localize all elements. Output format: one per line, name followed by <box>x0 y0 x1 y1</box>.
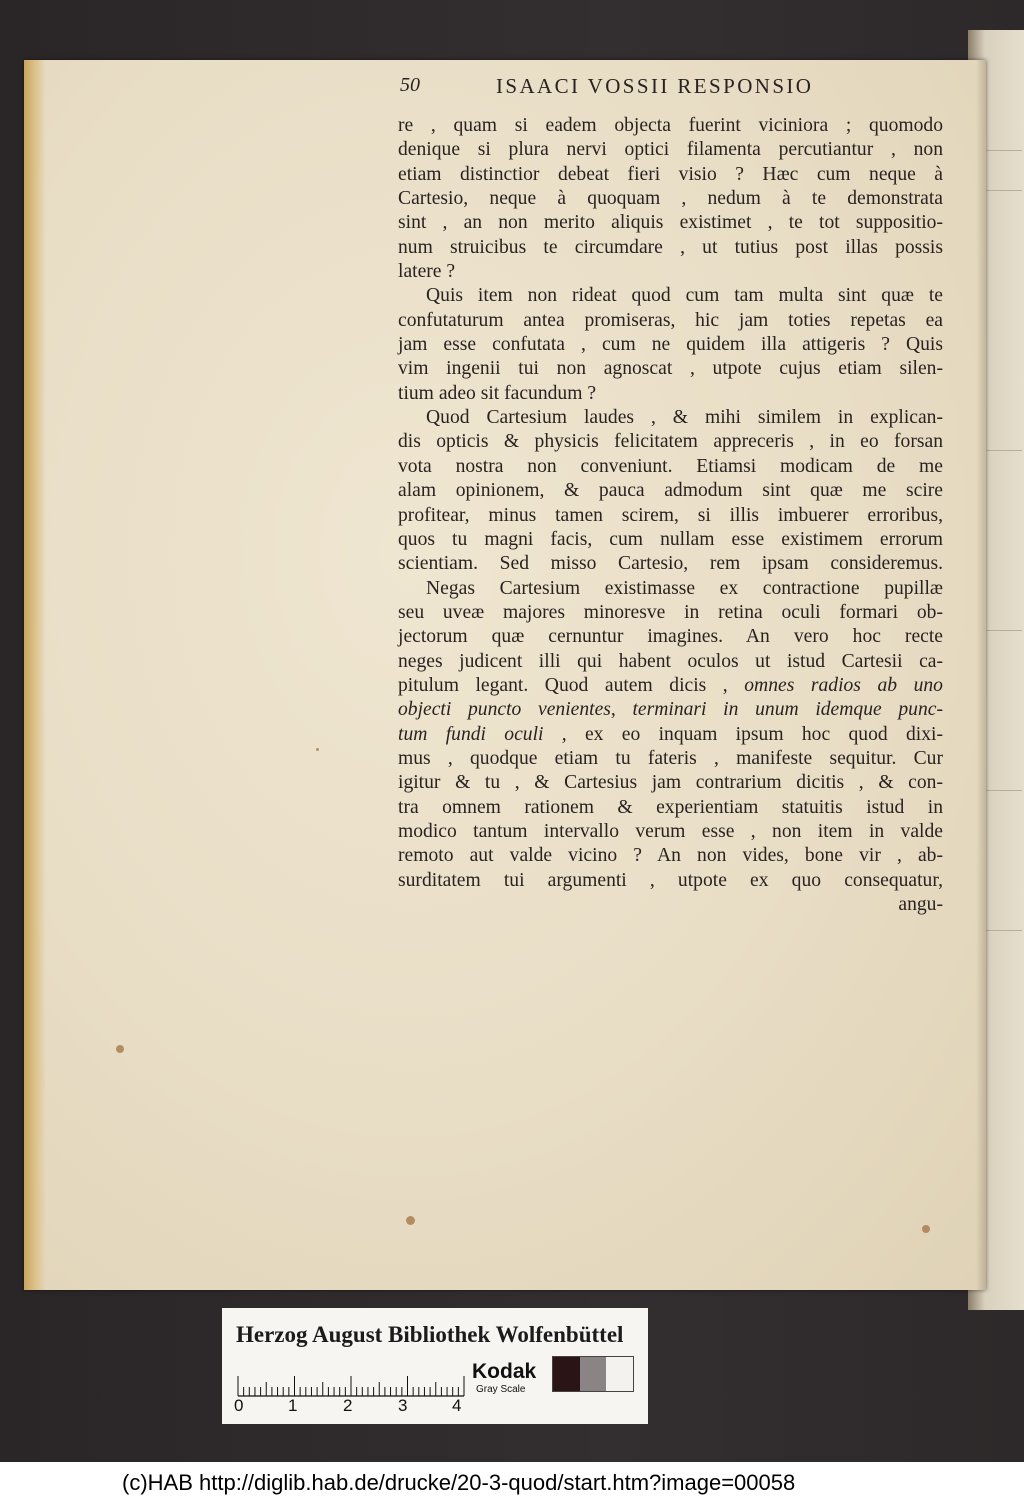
text-line: confutaturum antea promiseras, hic jam toties repetas ea <box>398 309 943 331</box>
ruler-number: 4 <box>452 1396 462 1415</box>
library-name: Herzog August Bibliothek Wolfenbüttel <box>236 1322 624 1347</box>
text-line: quos tu magni facis, cum nullam esse existimem errorum <box>398 528 943 550</box>
ruler-number: 3 <box>398 1396 408 1415</box>
text-line: tium adeo sit facundum ? <box>398 382 597 404</box>
text-line: Quis item non rideat quod cum tam multa sint quæ te <box>426 285 943 307</box>
text-line: denique si plura nervi optici filamenta percutiantur , non <box>398 139 943 161</box>
text-line: scientiam. Sed misso Cartesio, rem ipsam consideremus. <box>398 553 943 575</box>
swatch-mid <box>580 1357 607 1391</box>
text-line: igitur & tu , & Cartesius jam contrarium dicitis , & con- <box>398 772 943 794</box>
catchword: angu- <box>898 894 943 915</box>
text-line: num struicibus te circumdare , ut tutius post illas possis <box>398 236 943 258</box>
text-line: Cartesio, neque à quoquam , nedum à te demonstrata <box>398 188 943 210</box>
ruler-number: 2 <box>343 1396 353 1415</box>
text-line: latere ? <box>398 261 456 283</box>
library-color-card <box>222 1308 648 1424</box>
body-text <box>398 114 943 917</box>
swatch-dark <box>553 1357 580 1391</box>
text-line: neges judicent illi qui habent oculos ut istud Cartesii ca- <box>398 650 943 672</box>
gray-scale-caption: Gray Scale <box>476 1384 526 1395</box>
text-line: re , quam si eadem objecta fuerint viciniora ; quomodo <box>398 115 943 136</box>
text-line: modico tantum intervallo verum esse , non item in valde <box>398 820 943 842</box>
text-line: sint , an non merito aliquis existimet , te tot suppositio- <box>398 212 943 234</box>
running-head-title: ISAACI VOSSII RESPONSIO <box>496 74 814 98</box>
page-number: 50 <box>400 74 420 96</box>
text-line: jectorum quæ cernuntur imagines. An vero hoc recte <box>398 626 943 648</box>
italic-quote: tum fundi oculi , <box>398 723 567 745</box>
text-line: seu uveæ majores minoresve in retina oculi formari ob- <box>398 601 943 623</box>
foxing-spot <box>316 748 319 751</box>
text-line: Quod Cartesium laudes , & mihi similem in explican- <box>426 407 943 429</box>
text-line <box>398 723 943 747</box>
text-line: mus , quodque etiam tu fateris , manifeste sequitur. Cur <box>398 747 943 769</box>
text-line: jam esse confutata , cum ne quidem illa attigeris ? Quis <box>398 334 943 356</box>
text-line: profitear, minus tamen scirem, si illis imbuerer erroribus, <box>398 504 943 526</box>
foxing-spot <box>922 1225 930 1233</box>
text-line: vota nostra non conveniunt. Etiamsi modicam de me <box>398 455 943 477</box>
text-segment: pitulum legant. Quod autem dicis , <box>398 674 728 696</box>
text-line: vim ingenii tui non agnoscat , utpote cujus etiam silen- <box>398 358 943 380</box>
italic-quote: omnes radios ab uno <box>744 674 943 696</box>
credit-line: (c)HAB http://diglib.hab.de/drucke/20-3-quod/start.htm?image=00058 <box>122 1470 796 1495</box>
foxing-spot <box>406 1216 415 1225</box>
text-line <box>398 674 943 698</box>
text-segment: ex eo inquam ipsum hoc quod dixi- <box>584 723 943 745</box>
foxing-spot <box>116 1045 124 1053</box>
text-line: objecti puncto venientes, terminari in unum idemque punc- <box>398 699 943 721</box>
kodak-brand: Kodak <box>472 1360 537 1383</box>
text-line: Negas Cartesium existimasse ex contractione pupillæ <box>426 577 943 599</box>
text-line: dis opticis & physicis felicitatem appreceris , in eo forsan <box>398 431 943 453</box>
running-head <box>400 74 940 104</box>
text-line: alam opinionem, & pauca admodum sint quæ me scire <box>398 480 943 502</box>
text-line: etiam distinctior debeat fieri visio ? Hæc cum neque à <box>398 163 943 185</box>
text-line: tra omnem rationem & experientiam statuitis istud in <box>398 796 943 818</box>
ruler-number: 0 <box>234 1396 244 1415</box>
text-line: remoto aut valde vicino ? An non vides, bone vir , ab- <box>398 845 943 867</box>
text-line: surditatem tui argumenti , utpote ex quo consequatur, <box>398 869 943 891</box>
ruler-numbers <box>230 1396 460 1418</box>
footer-bar <box>0 1462 1024 1504</box>
gray-scale-swatches <box>552 1356 634 1392</box>
ruler-number: 1 <box>288 1396 298 1415</box>
swatch-light <box>606 1357 633 1391</box>
